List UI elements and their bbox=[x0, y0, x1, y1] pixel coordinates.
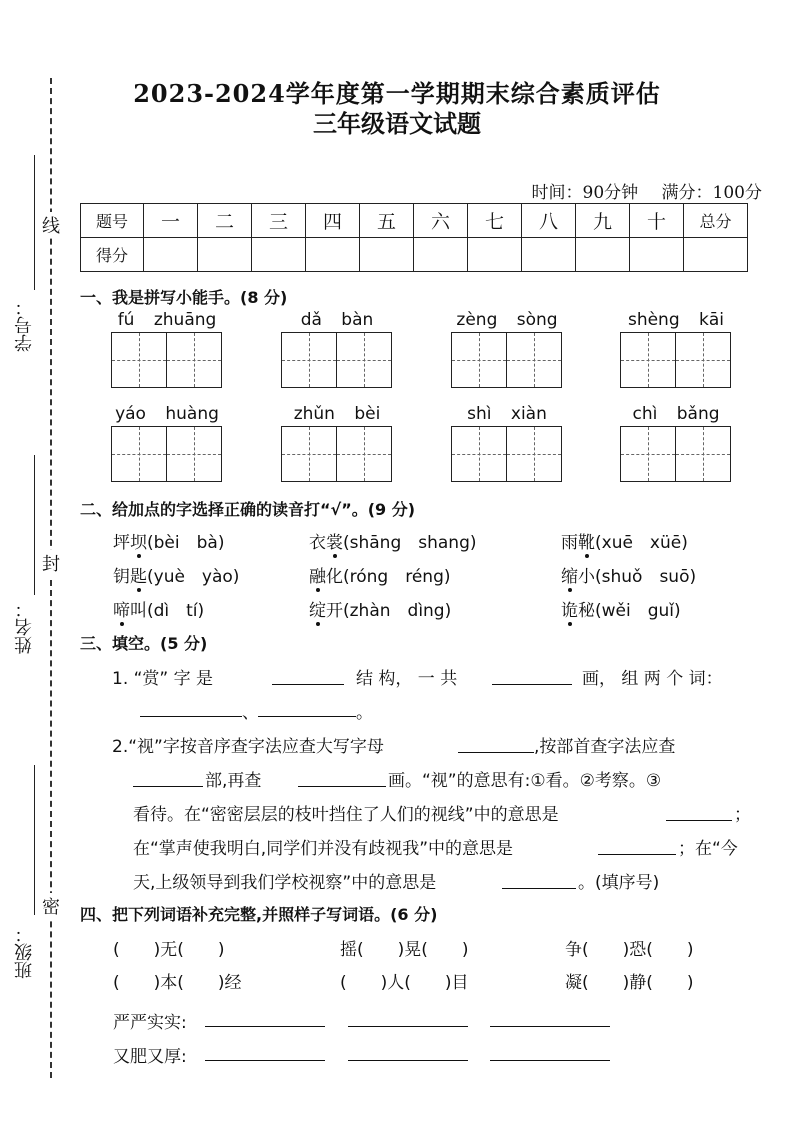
pinyin-options: (shāng shang) bbox=[343, 533, 477, 553]
score-table-header-row bbox=[81, 204, 748, 238]
section4-heading: 四、把下列词语补充完整,并照样子写词语。(6 分) bbox=[80, 905, 438, 924]
score-cell[interactable] bbox=[306, 238, 360, 272]
section1-heading: 一、我是拼写小能手。(8 分) bbox=[80, 288, 288, 307]
dotted-char: 裳 bbox=[326, 533, 343, 553]
writing-grid[interactable] bbox=[111, 332, 222, 388]
score-cell[interactable] bbox=[252, 238, 306, 272]
pinyin-options: (yuè yào) bbox=[147, 567, 240, 587]
q2-blank-letter[interactable] bbox=[458, 736, 534, 753]
col-10: 十 bbox=[630, 204, 684, 238]
idiom-fill[interactable]: 摇( )晃( ) bbox=[340, 940, 469, 960]
time-limit: 时间：90分钟 bbox=[531, 183, 639, 203]
pinyin-options: 秘(wěi guǐ) bbox=[578, 601, 681, 621]
col-7: 七 bbox=[468, 204, 522, 238]
score-cell[interactable] bbox=[198, 238, 252, 272]
pinyin-text: chì bǎng bbox=[632, 404, 720, 424]
col-5: 五 bbox=[360, 204, 414, 238]
section3-heading: 三、填空。(5 分) bbox=[80, 634, 208, 653]
q2-part-i: 天,上级领导到我们学校视察”中的意思是 bbox=[133, 873, 437, 893]
dotted-char: 融 bbox=[309, 567, 326, 587]
q1-part-a: 1. “赏” 字 是 bbox=[112, 669, 214, 689]
student-no-line bbox=[34, 155, 35, 290]
reading-item[interactable] bbox=[309, 596, 451, 621]
q1-end: 。 bbox=[356, 703, 373, 723]
pinyin-text: yáo huàng bbox=[115, 404, 219, 424]
example-blank[interactable] bbox=[205, 1010, 325, 1027]
pinyin-options: (bèi bà) bbox=[147, 533, 225, 553]
score-cell[interactable] bbox=[630, 238, 684, 272]
reading-item[interactable] bbox=[309, 528, 477, 553]
idiom-fill[interactable]: 争( )恐( ) bbox=[565, 940, 694, 960]
pinyin-text: fú zhuāng bbox=[117, 310, 217, 330]
score-table-score-row bbox=[81, 238, 748, 272]
margin-line-char: 线 bbox=[36, 212, 66, 238]
q2-part-a: 2.“视”字按音序查字法应查大写字母 bbox=[112, 737, 384, 757]
q2-part-j: 。(填序号) bbox=[578, 873, 660, 893]
writing-grid[interactable] bbox=[451, 426, 562, 482]
score-cell[interactable] bbox=[576, 238, 630, 272]
pinyin-text: zèng sòng bbox=[456, 310, 558, 330]
example-blank[interactable] bbox=[490, 1010, 610, 1027]
col-2: 二 bbox=[198, 204, 252, 238]
word-part: 衣 bbox=[309, 533, 326, 553]
q1-part-b: 结 构， 一 共 bbox=[356, 669, 458, 689]
dotted-char: 诡 bbox=[561, 601, 578, 621]
q1-blank-strokes[interactable] bbox=[492, 668, 572, 685]
reading-item[interactable] bbox=[561, 562, 696, 587]
pinyin-options: 叫(dì tí) bbox=[130, 601, 205, 621]
score-cell[interactable] bbox=[360, 238, 414, 272]
pinyin-text: zhǔn bèi bbox=[293, 404, 381, 424]
reading-item[interactable] bbox=[309, 562, 451, 587]
col-1: 一 bbox=[144, 204, 198, 238]
reading-item[interactable] bbox=[113, 528, 224, 553]
pinyin-text: shèng kāi bbox=[627, 310, 725, 330]
dotted-char: 绽 bbox=[309, 601, 326, 621]
example-blank[interactable] bbox=[348, 1010, 468, 1027]
q1-separator: 、 bbox=[242, 703, 259, 723]
total-score-cell[interactable] bbox=[684, 238, 748, 272]
col-6: 六 bbox=[414, 204, 468, 238]
idiom-fill[interactable]: ( )本( )经 bbox=[113, 973, 242, 993]
pinyin-options: 小(shuǒ suō) bbox=[578, 567, 697, 587]
writing-grid[interactable] bbox=[281, 426, 392, 482]
score-cell[interactable] bbox=[522, 238, 576, 272]
full-score: 满分：100分 bbox=[661, 183, 762, 203]
reading-item[interactable] bbox=[561, 596, 681, 621]
idiom-fill[interactable]: ( )人( )目 bbox=[340, 973, 469, 993]
class-line bbox=[34, 765, 35, 915]
score-cell[interactable] bbox=[468, 238, 522, 272]
exam-info bbox=[514, 178, 763, 203]
q2-blank-radical[interactable] bbox=[133, 770, 203, 787]
idiom-fill[interactable]: ( )无( ) bbox=[113, 940, 225, 960]
margin-seal-char: 封 bbox=[36, 550, 66, 576]
dotted-char: 啼 bbox=[113, 601, 130, 621]
col-9: 九 bbox=[576, 204, 630, 238]
writing-grid[interactable] bbox=[451, 332, 562, 388]
pinyin-text: dǎ bàn bbox=[300, 310, 374, 330]
pinyin-options: (xuē xüē) bbox=[595, 533, 688, 553]
writing-grid[interactable] bbox=[111, 426, 222, 482]
idiom-fill[interactable]: 凝( )静( ) bbox=[565, 973, 694, 993]
question-no-header: 题号 bbox=[81, 204, 144, 238]
q1-blank-word2[interactable] bbox=[258, 700, 356, 717]
name-line bbox=[34, 455, 35, 595]
q1-blank-structure[interactable] bbox=[272, 668, 344, 685]
section2-heading: 二、给加点的字选择正确的读音打“√”。(9 分) bbox=[80, 500, 416, 519]
total-header: 总分 bbox=[684, 204, 748, 238]
q2-part-c: 部,再查 bbox=[205, 771, 262, 791]
q1-part-c: 画， 组 两 个 词： bbox=[582, 669, 723, 689]
margin-secret-char: 密 bbox=[36, 893, 66, 919]
pinyin-options: 化(róng réng) bbox=[326, 567, 451, 587]
q2-part-b: ,按部首查字法应查 bbox=[534, 737, 676, 757]
score-cell[interactable] bbox=[144, 238, 198, 272]
example-blank[interactable] bbox=[205, 1044, 325, 1061]
name-label: 姓名： bbox=[14, 600, 35, 654]
dotted-char: 靴 bbox=[578, 533, 595, 553]
q2-part-g: 在“掌声使我明白,同学们并没有歧视我”中的意思是 bbox=[133, 839, 514, 859]
example-blank[interactable] bbox=[348, 1044, 468, 1061]
reading-item[interactable] bbox=[113, 562, 239, 587]
student-no-label: 学号： bbox=[14, 298, 35, 352]
class-label: 班级： bbox=[14, 925, 35, 979]
q2-blank-meaning2[interactable] bbox=[598, 838, 676, 855]
reading-item[interactable] bbox=[561, 528, 688, 553]
q2-part-f: ； bbox=[734, 805, 751, 825]
writing-grid[interactable] bbox=[620, 426, 731, 482]
q1-blank-word1[interactable] bbox=[140, 700, 242, 717]
exam-title: 2023-2024学年度第一学期期末综合素质评估 bbox=[133, 79, 661, 108]
example-blank[interactable] bbox=[490, 1044, 610, 1061]
writing-grid[interactable] bbox=[620, 332, 731, 388]
dotted-char: 坝 bbox=[130, 533, 147, 553]
q2-blank-meaning3[interactable] bbox=[502, 872, 576, 889]
q2-blank-strokes[interactable] bbox=[298, 770, 386, 787]
example-label-1: 严严实实: bbox=[113, 1013, 187, 1033]
score-header: 得分 bbox=[81, 238, 144, 272]
word-part: 坪 bbox=[113, 533, 130, 553]
col-4: 四 bbox=[306, 204, 360, 238]
col-8: 八 bbox=[522, 204, 576, 238]
reading-item[interactable] bbox=[113, 596, 204, 621]
word-part: 雨 bbox=[561, 533, 578, 553]
score-cell[interactable] bbox=[414, 238, 468, 272]
score-table bbox=[80, 203, 748, 272]
q2-part-d: 画。“视”的意思有:①看。②考察。③ bbox=[388, 771, 662, 791]
pinyin-options: 开(zhàn dìng) bbox=[326, 601, 452, 621]
q2-part-e: 看待。在“密密层层的枝叶挡住了人们的视线”中的意思是 bbox=[133, 805, 559, 825]
q2-part-h: ；在“今 bbox=[678, 839, 738, 859]
writing-grid[interactable] bbox=[281, 332, 392, 388]
dotted-char: 缩 bbox=[561, 567, 578, 587]
q2-blank-meaning1[interactable] bbox=[666, 804, 732, 821]
example-label-2: 又肥又厚: bbox=[113, 1047, 187, 1067]
pinyin-text: shì xiàn bbox=[467, 404, 547, 424]
exam-subtitle: 三年级语文试题 bbox=[313, 109, 481, 138]
word-part: 钥 bbox=[113, 567, 130, 587]
dotted-char: 匙 bbox=[130, 567, 147, 587]
col-3: 三 bbox=[252, 204, 306, 238]
